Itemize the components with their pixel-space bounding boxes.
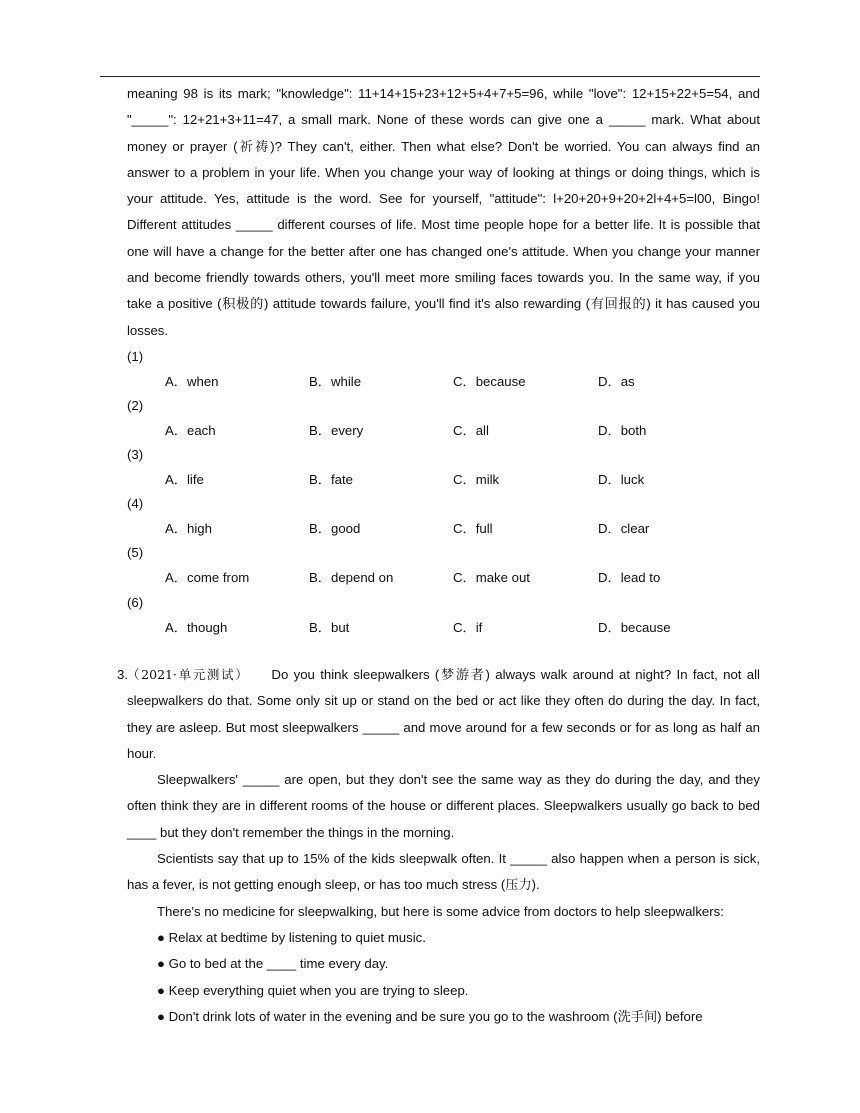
option-c[interactable]: C．if xyxy=(453,620,483,635)
question-3-number: 3. xyxy=(117,667,128,682)
option-a[interactable]: A．each xyxy=(165,423,216,438)
option-b[interactable]: B．depend on xyxy=(309,570,394,585)
option-c[interactable]: C．full xyxy=(453,521,493,536)
question-3-paragraph-2: Sleepwalkers' _____ are open, but they don't see the same way as they do during the day, and they often think they are in different rooms of the house or different places. Sleepwalkers usually go back to bed ____ but they don't remember the things in the morning. xyxy=(127,772,760,840)
option-c[interactable]: C．all xyxy=(453,423,489,438)
question-3-source: （2021·单元测试） xyxy=(127,667,250,682)
advice-bullet-1: ● Relax at bedtime by listening to quiet music. xyxy=(157,930,426,945)
option-d[interactable]: D．both xyxy=(598,423,647,438)
question-number: (4) xyxy=(127,496,144,511)
option-d[interactable]: D．clear xyxy=(598,521,650,536)
option-b[interactable]: B．every xyxy=(309,423,364,438)
option-c[interactable]: C．milk xyxy=(453,472,500,487)
option-b[interactable]: B．while xyxy=(309,374,362,389)
option-d[interactable]: D．lead to xyxy=(598,570,661,585)
advice-bullet-4: ● Don't drink lots of water in the evening and be sure you go to the washroom (洗手间) before xyxy=(157,1009,703,1024)
option-c[interactable]: C．make out xyxy=(453,570,530,585)
question-3-paragraph-3: Scientists say that up to 15% of the kids sleepwalk often. It _____ also happen when a person is sick, has a fever, is not getting enough sleep, or has too much stress (压力). xyxy=(127,851,760,893)
question-number: (3) xyxy=(127,447,144,462)
option-a[interactable]: A．life xyxy=(165,472,204,487)
advice-bullet-2: ● Go to bed at the ____ time every day. xyxy=(157,956,389,971)
option-a[interactable]: A．when xyxy=(165,374,219,389)
option-a[interactable]: A．though xyxy=(165,620,228,635)
option-d[interactable]: D．as xyxy=(598,374,635,389)
option-d[interactable]: D．because xyxy=(598,620,671,635)
advice-bullet-3: ● Keep everything quiet when you are trying to sleep. xyxy=(157,983,469,998)
option-b[interactable]: B．good xyxy=(309,521,361,536)
option-a[interactable]: A．high xyxy=(165,521,212,536)
question-3-paragraph-1 xyxy=(127,662,760,767)
option-b[interactable]: B．but xyxy=(309,620,350,635)
question-number: (2) xyxy=(127,398,144,413)
header-rule xyxy=(100,76,760,77)
option-c[interactable]: C．because xyxy=(453,374,526,389)
option-d[interactable]: D．luck xyxy=(598,472,645,487)
question-number: (1) xyxy=(127,349,144,364)
option-a[interactable]: A．come from xyxy=(165,570,250,585)
question-number: (6) xyxy=(127,595,144,610)
passage-2-text: meaning 98 is its mark; "knowledge": 11+14+15+23+12+5+4+7+5=96, while "love": 12+15+22+5=54, and "_____": 12+21+3+11=47, a small mark. None of these words can give one a _____ mark. What about money or prayer (祈祷)? They can't, either. Then what else? Don't be worried. You can always find an answer to a problem in your life. When you change your way of looking at things or doing things, which is your attitude. Yes, attitude is the word. See for yourself, "attitude": l+20+20+9+20+2l+4+5=l00, Bingo! Different attitudes _____ different courses of life. Most time people hope for a better life. It is possible that one will have a change for the better after one has changed one's attitude. When you change your manner and become friendly towards others, you'll meet more smiling faces towards you. In the same way, if you take a positive (积极的) attitude towards failure, you'll find it's also rewarding (有回报的) it has caused you losses. xyxy=(127,86,760,338)
question-3-p1-text: Do you think sleepwalkers (梦游者) always walk around at night? In fact, not all sleepwalkers do that. Some only sit up or stand on the bed or act like they often do during the day. In fact, they are asleep. But most sleepwalkers _____ and move around for a few seconds or for as long as half an hour. xyxy=(127,667,760,761)
question-number: (5) xyxy=(127,545,144,560)
option-b[interactable]: B．fate xyxy=(309,472,353,487)
question-3-paragraph-4: There's no medicine for sleepwalking, but here is some advice from doctors to help sleepwalkers: xyxy=(157,904,724,919)
